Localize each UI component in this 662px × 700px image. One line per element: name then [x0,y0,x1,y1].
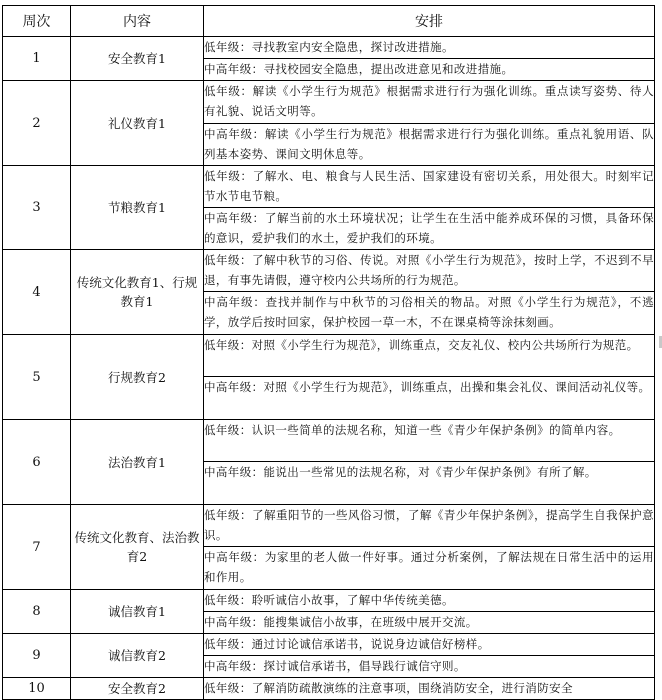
week-number: 6 [3,420,71,505]
arrangement-lower: 低年级：解读《小学生行为规范》根据需求进行行为强化训练。重点读写姿势、待人有礼貌、说话文明等。 [204,81,655,124]
arrangement-upper: 中高年级：寻找校园安全隐患，提出改进意见和改进措施。 [204,59,655,81]
table-row [3,590,655,612]
week-number: 4 [3,250,71,335]
table-row [3,37,655,59]
content-topic: 安全教育2 [71,678,204,700]
arrangement-lower: 低年级：了解中秋节的习俗、传说。对照《小学生行为规范》，按时上学，不迟到不早退，有事先请假，遵守校内公共场所的行为规范。 [204,250,655,292]
content-topic: 行规教育2 [71,335,204,420]
header-content: 内容 [71,6,204,37]
table-row [3,81,655,124]
arrangement-lower: 低年级：通过讨论诚信承诺书，说说身边诚信好榜样。 [204,634,655,656]
arrangement-lower: 低年级：了解重阳节的一些风俗习惯，了解《青少年保护条例》，提高学生自我保护意识。 [204,505,655,547]
week-number: 8 [3,590,71,634]
content-topic: 礼仪教育1 [71,81,204,166]
arrangement-upper: 中高年级：能说出一些常见的法规名称，对《青少年保护条例》有所了解。 [204,462,655,505]
table-row [3,250,655,292]
arrangement-upper: 中高年级：了解当前的水土环境状况；让学生在生活中能养成环保的习惯，具备环保的意识，爱护我们的水土，爱护我们的环境。 [204,208,655,250]
arrangement-upper: 中高年级：为家里的老人做一件好事。通过分析案例，了解法规在日常生活中的运用和作用。 [204,547,655,590]
arrangement-lower: 低年级：了解水、电、粮食与人民生活、国家建设有密切关系，用处很大。时刻牢记节水节电节粮。 [204,166,655,208]
week-number: 10 [3,678,71,700]
arrangement-lower: 低年级：聆听诚信小故事，了解中华传统美德。 [204,590,655,612]
content-topic: 节粮教育1 [71,166,204,250]
week-number: 3 [3,166,71,250]
arrangement-upper: 中高年级：查找并制作与中秋节的习俗相关的物品。对照《小学生行为规范》，不逃学，放学后按时回家，保护校园一草一木，不在课桌椅等涂抹刻画。 [204,292,655,335]
arrangement-upper: 中高年级：解读《小学生行为规范》根据需求进行行为强化训练。重点礼貌用语、队列基本姿势、课间文明休息等。 [204,124,655,166]
arrangement-lower: 低年级：了解消防疏散演练的注意事项，围绕消防安全，进行消防安全 [204,678,655,700]
table-row [3,505,655,547]
header-row [3,6,655,37]
document-page [2,5,657,696]
content-topic: 法治教育1 [71,420,204,505]
week-number: 2 [3,81,71,166]
content-topic: 诚信教育1 [71,590,204,634]
arrangement-lower: 低年级：寻找教室内安全隐患，探讨改进措施。 [204,37,655,59]
week-number: 9 [3,634,71,678]
header-week: 周次 [3,6,71,37]
arrangement-upper: 中高年级：对照《小学生行为规范》，训练重点，出操和集会礼仪、课间活动礼仪等。 [204,377,655,420]
arrangement-lower: 低年级：对照《小学生行为规范》，训练重点，交友礼仪、校内公共场所行为规范。 [204,335,655,377]
week-number: 7 [3,505,71,590]
arrangement-upper: 中高年级：能搜集诚信小故事，在班级中展开交流。 [204,612,655,634]
content-topic: 诚信教育2 [71,634,204,678]
table-row [3,335,655,377]
table-row [3,166,655,208]
header-arrangement: 安排 [204,6,655,37]
table-row [3,678,655,700]
arrangement-lower: 低年级：认识一些简单的法规名称，知道一些《青少年保护条例》的简单内容。 [204,420,655,462]
schedule-table [2,5,655,700]
week-number: 5 [3,335,71,420]
table-row [3,634,655,656]
table-row [3,420,655,462]
week-number: 1 [3,37,71,81]
content-topic: 传统文化教育1、行规教育1 [71,250,204,335]
arrangement-upper: 中高年级：探讨诚信承诺书，倡导践行诚信守则。 [204,656,655,678]
content-topic: 传统文化教育、法治教育2 [71,505,204,590]
content-topic: 安全教育1 [71,37,204,81]
